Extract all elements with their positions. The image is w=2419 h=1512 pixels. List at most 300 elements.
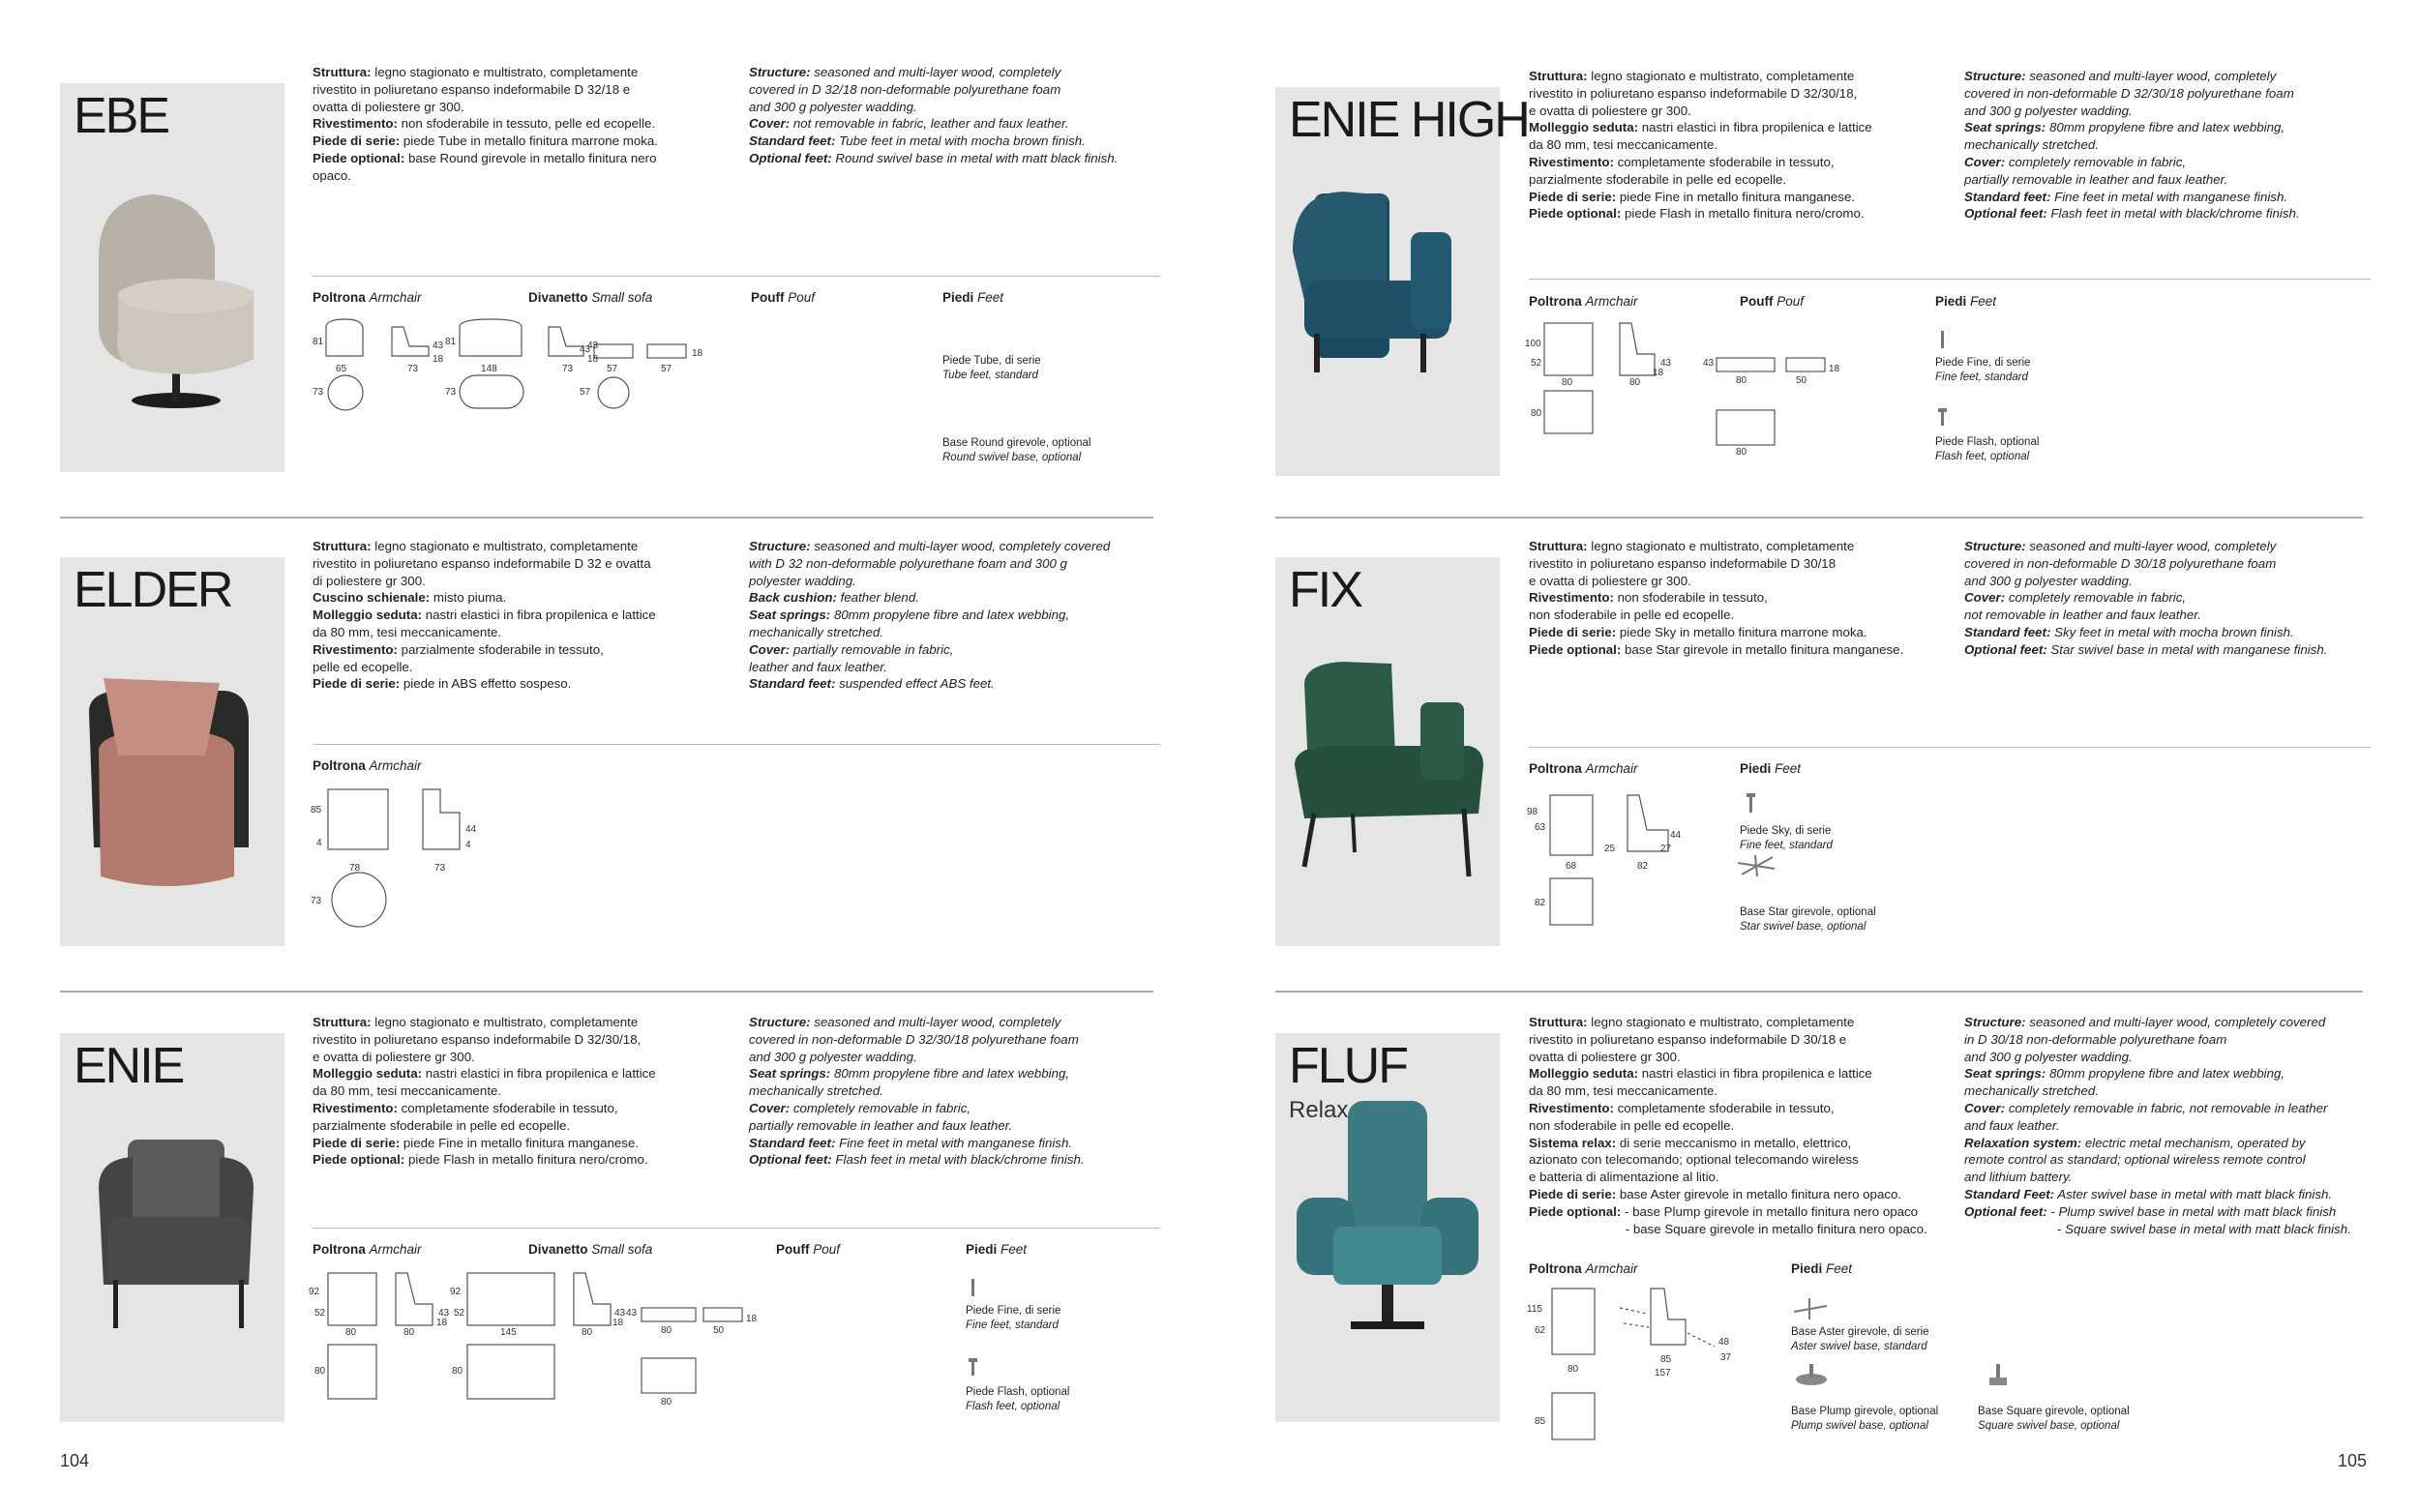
- svg-text:78: 78: [349, 863, 361, 874]
- description-line: [749, 641, 1175, 659]
- description-text: Star swivel base in metal with manganese finish.: [2046, 641, 2328, 657]
- description-text: e ovatta di poliestere gr 300.: [1529, 573, 1691, 588]
- svg-text:37: 37: [1720, 1352, 1732, 1363]
- description-line: [749, 115, 1175, 133]
- description-line: [749, 589, 1175, 607]
- description-text: piede Fine in metallo finitura manganese.: [400, 1135, 640, 1150]
- description-text: pelle ed ecopelle.: [313, 659, 413, 674]
- description-term: Structure:: [1964, 69, 2026, 83]
- description-term: Rivestimento:: [313, 1100, 398, 1115]
- description-text: completely removable in fabric, not removable in leather: [2005, 1100, 2328, 1115]
- description-line: [749, 1100, 1175, 1117]
- description-text: covered in non-deformable D 32/30/18 polyurethane foam: [1964, 85, 2294, 101]
- svg-text:43: 43: [614, 1308, 626, 1319]
- description-line: [313, 555, 719, 573]
- description-text: mechanically stretched.: [1964, 1083, 2099, 1099]
- svg-text:18: 18: [587, 354, 599, 365]
- description-text: piede in ABS effetto sospeso.: [400, 676, 572, 692]
- description-term: Rivestimento:: [313, 116, 398, 132]
- description-text: and 300 g polyester wadding.: [1964, 103, 2133, 118]
- description-line: [749, 675, 1175, 693]
- svg-text:81: 81: [313, 337, 324, 347]
- description-line: [1529, 1117, 1935, 1135]
- description-text: with D 32 non-deformable polyurethane foam and 300 g: [749, 555, 1067, 571]
- label-feet: Piedi Feet: [1935, 294, 1997, 309]
- description-term: Optional feet:: [749, 150, 832, 165]
- svg-text:145: 145: [500, 1327, 517, 1338]
- product-fluf: [1275, 1014, 2378, 1467]
- foot-note-standard: Piede Sky, di serie Fine feet, standard: [1740, 825, 1833, 851]
- svg-text:80: 80: [1562, 377, 1573, 388]
- description-line: [749, 1135, 1175, 1152]
- description-line: [1964, 1031, 2390, 1049]
- description-line: [1964, 1221, 2390, 1238]
- description-text: partially removable in fabric,: [790, 641, 954, 657]
- description-text: Fine feet in metal with manganese finish.: [835, 1135, 1073, 1150]
- description-text: ovatta di poliestere gr 300.: [1529, 1049, 1681, 1064]
- description-line: [749, 538, 1175, 555]
- description-line: [313, 641, 719, 659]
- description-line: [1964, 1100, 2390, 1117]
- description-text: polyester wadding.: [749, 573, 856, 588]
- description-text: and 300 g polyester wadding.: [1964, 573, 2133, 588]
- description-line: [749, 1031, 1175, 1049]
- svg-text:52: 52: [314, 1308, 326, 1319]
- svg-text:73: 73: [434, 863, 446, 874]
- description-term: Standard feet:: [1964, 189, 2051, 204]
- description-text: completamente sfoderabile in tessuto,: [1613, 1100, 1835, 1115]
- description-line: [313, 573, 719, 590]
- description-text: seasoned and multi-layer wood, completely: [810, 65, 1061, 79]
- description-line: [1529, 1151, 1935, 1169]
- description-text: legno stagionato e multistrato, completamente: [371, 539, 639, 553]
- description-text: and 300 g polyester wadding.: [1964, 1049, 2133, 1064]
- description-term: Piede di serie:: [313, 133, 401, 149]
- description-line: [313, 1117, 719, 1135]
- svg-text:85: 85: [1660, 1354, 1672, 1365]
- svg-text:80: 80: [452, 1366, 463, 1377]
- description-line: [313, 115, 719, 133]
- description-text: and 300 g polyester wadding.: [749, 99, 917, 114]
- description-text: 80mm propylene fibre and latex webbing,: [830, 608, 1070, 623]
- label-small-sofa: Divanetto Small sofa: [528, 1242, 653, 1257]
- description-text: opaco.: [313, 167, 351, 183]
- section-divider: [1275, 517, 2363, 519]
- svg-text:18: 18: [1829, 364, 1840, 374]
- description-text: and faux leather.: [1964, 1117, 2060, 1133]
- english-description: [749, 538, 1175, 693]
- description-line: [1964, 1049, 2390, 1066]
- description-term: Piede optional:: [1529, 641, 1622, 657]
- label-feet: Piedi Feet: [942, 290, 1004, 305]
- foot-note-optional: Piede Flash, optional Flash feet, optional: [1935, 436, 2040, 462]
- description-text: parzialmente sfoderabile in pelle ed ecopelle.: [1529, 171, 1787, 187]
- description-line: [1529, 85, 1935, 103]
- description-line: [1964, 205, 2390, 222]
- description-line: [749, 659, 1175, 676]
- section-divider: [1275, 991, 2363, 993]
- label-pouf: Pouff Pouf: [1740, 294, 1805, 309]
- description-line: [1964, 538, 2390, 555]
- description-text: Aster swivel base in metal with matt black finish.: [2054, 1186, 2333, 1201]
- description-text: Flash feet in metal with black/chrome finish.: [2046, 206, 2300, 222]
- description-term: Seat springs:: [1964, 1066, 2046, 1082]
- description-text: piede Sky in metallo finitura marrone moka.: [1616, 624, 1867, 639]
- description-line: [749, 573, 1175, 590]
- description-line: [1529, 189, 1935, 206]
- description-text: legno stagionato e multistrato, completamente: [1587, 539, 1855, 553]
- description-line: [1529, 1049, 1935, 1066]
- description-line: [1529, 538, 1935, 555]
- description-line: [749, 1082, 1175, 1100]
- description-line: [1529, 1203, 1935, 1221]
- description-text: piede Fine in metallo finitura manganese.: [1616, 189, 1856, 204]
- description-text: covered in non-deformable D 32/30/18 polyurethane foam: [749, 1031, 1079, 1047]
- description-text: completamente sfoderabile in tessuto,: [397, 1100, 618, 1115]
- description-term: Struttura:: [313, 1015, 372, 1029]
- description-text: e ovatta di poliestere gr 300.: [1529, 103, 1691, 118]
- description-line: [313, 64, 719, 81]
- description-line: [313, 1065, 719, 1082]
- product-enie-high: [1275, 64, 2378, 517]
- description-term: Optional feet:: [1964, 1203, 2047, 1219]
- svg-text:73: 73: [445, 387, 457, 398]
- italian-description: [313, 538, 719, 693]
- description-line: [313, 1082, 719, 1100]
- description-line: [1529, 154, 1935, 171]
- fluf-technical-drawings: [1523, 1285, 1755, 1449]
- foot-note-standard: Base Aster girevole, di serie Aster swivel base, standard: [1791, 1326, 1929, 1352]
- english-description: [749, 1014, 1175, 1169]
- svg-text:92: 92: [450, 1287, 462, 1297]
- description-text: Tube feet in metal with mocha brown finish.: [835, 133, 1086, 149]
- description-term: Piede di serie:: [1529, 1186, 1617, 1201]
- svg-text:80: 80: [1568, 1364, 1579, 1375]
- svg-text:85: 85: [311, 805, 322, 815]
- description-text: covered in non-deformable D 30/18 polyurethane foam: [1964, 555, 2277, 571]
- description-term: Optional feet:: [1964, 206, 2047, 222]
- description-text: seasoned and multi-layer wood, completely: [2025, 69, 2277, 83]
- description-text: - Square swivel base in metal with matt black finish.: [1964, 1221, 2351, 1236]
- description-text: seasoned and multi-layer wood, completely: [2025, 539, 2277, 553]
- description-term: Standard feet:: [749, 1135, 836, 1150]
- description-text: piede Flash in metallo finitura nero/cromo.: [1621, 206, 1865, 222]
- description-text: partially removable in leather and faux leather.: [749, 1117, 1013, 1133]
- description-line: [1964, 1135, 2390, 1152]
- description-line: [1964, 1082, 2390, 1100]
- description-line: [1964, 171, 2390, 189]
- description-term: Relaxation system:: [1964, 1135, 2082, 1150]
- svg-text:18: 18: [1653, 368, 1664, 378]
- description-term: Cuscino schienale:: [313, 590, 431, 606]
- description-text: and 300 g polyester wadding.: [749, 1049, 917, 1064]
- svg-text:50: 50: [713, 1325, 725, 1336]
- description-text: non sfoderabile in pelle ed ecopelle.: [1529, 608, 1735, 623]
- description-line: [313, 1100, 719, 1117]
- description-term: Cover:: [1964, 154, 2006, 169]
- description-text: parzialmente sfoderabile in pelle ed ecopelle.: [313, 1117, 571, 1133]
- description-text: suspended effect ABS feet.: [835, 676, 995, 692]
- description-line: [1529, 1031, 1935, 1049]
- product-elder: [60, 538, 1163, 991]
- description-term: Struttura:: [1529, 1015, 1588, 1029]
- description-line: [1964, 641, 2390, 659]
- description-line: [749, 99, 1175, 116]
- svg-text:80: 80: [582, 1327, 593, 1338]
- description-term: Optional feet:: [1964, 641, 2047, 657]
- description-line: [1964, 85, 2390, 103]
- svg-text:115: 115: [1527, 1304, 1542, 1315]
- description-term: Structure:: [749, 539, 811, 553]
- description-line: [1529, 205, 1935, 222]
- description-line: [1964, 1117, 2390, 1135]
- description-term: Cover:: [749, 1100, 791, 1115]
- description-text: base Star girevole in metallo finitura manganese.: [1621, 641, 1904, 657]
- description-term: Cover:: [749, 641, 791, 657]
- svg-text:18: 18: [436, 1318, 448, 1328]
- svg-text:4: 4: [465, 840, 471, 850]
- description-text: di poliestere gr 300.: [313, 573, 426, 588]
- description-term: Piede di serie:: [313, 676, 401, 692]
- description-line: [1964, 68, 2390, 85]
- svg-text:18: 18: [612, 1318, 624, 1328]
- description-line: [749, 133, 1175, 150]
- description-term: Cover:: [1964, 1100, 2006, 1115]
- description-text: legno stagionato e multistrato, completamente: [371, 1015, 639, 1029]
- svg-text:48: 48: [1718, 1337, 1730, 1348]
- description-line: [313, 607, 719, 624]
- description-line: [1964, 1169, 2390, 1186]
- description-text: completely removable in fabric,: [2005, 154, 2187, 169]
- label-feet: Piedi Feet: [1791, 1261, 1853, 1276]
- svg-text:18: 18: [692, 348, 703, 359]
- svg-text:92: 92: [309, 1287, 320, 1297]
- description-line: [749, 1065, 1175, 1082]
- description-text: non sfoderabile in tessuto,: [1613, 590, 1768, 606]
- svg-text:81: 81: [445, 337, 457, 347]
- description-text: seasoned and multi-layer wood, completely covered: [810, 539, 1111, 553]
- svg-text:4: 4: [316, 838, 322, 848]
- description-text: rivestito in poliuretano espanso indeformabile D 32/30/18,: [1529, 85, 1858, 101]
- product-ebe: [60, 64, 1163, 517]
- svg-text:80: 80: [661, 1397, 672, 1408]
- description-text: rivestito in poliuretano espanso indeformabile D 30/18 e: [1529, 1031, 1847, 1047]
- italian-description: [313, 64, 719, 185]
- description-text: nastri elastici in fibra propilenica e lattice: [1638, 120, 1872, 135]
- foot-note-optional: Base Star girevole, optional Star swivel base, optional: [1740, 906, 1876, 933]
- description-text: mechanically stretched.: [1964, 137, 2099, 153]
- description-text: 80mm propylene fibre and latex webbing,: [830, 1066, 1070, 1082]
- description-line: [1964, 119, 2390, 136]
- description-line: [749, 624, 1175, 641]
- description-term: Sistema relax:: [1529, 1135, 1617, 1150]
- description-line: [1964, 189, 2390, 206]
- description-line: [313, 624, 719, 641]
- english-description: [1964, 538, 2390, 659]
- description-term: Struttura:: [1529, 69, 1588, 83]
- description-line: [1964, 103, 2390, 120]
- description-text: Sky feet in metal with mocha brown finish.: [2050, 624, 2294, 639]
- svg-text:57: 57: [661, 364, 672, 374]
- description-line: [313, 589, 719, 607]
- description-text: covered in D 32/18 non-deformable polyurethane foam: [749, 81, 1061, 97]
- description-line: [1529, 1014, 1935, 1031]
- enie-technical-drawings: [307, 1267, 965, 1432]
- description-text: base Round girevole in metallo finitura nero: [404, 150, 657, 165]
- description-line: [313, 1135, 719, 1152]
- svg-text:62: 62: [1535, 1325, 1546, 1336]
- product-title: FLUF: [1289, 1038, 1407, 1094]
- product-title: ENIE HIGH: [1289, 92, 1529, 148]
- description-term: Piede optional:: [1529, 206, 1622, 222]
- description-text: legno stagionato e multistrato, completamente: [1587, 69, 1855, 83]
- divider: [1529, 279, 2371, 280]
- description-line: [749, 64, 1175, 81]
- product-fix: [1275, 538, 2378, 991]
- svg-text:43: 43: [587, 341, 599, 351]
- description-text: 80mm propylene fibre and latex webbing,: [2046, 1066, 2285, 1082]
- label-armchair: Poltrona Armchair: [1529, 1261, 1638, 1276]
- description-term: Piede optional:: [313, 1152, 405, 1168]
- foot-note-optional: Base Round girevole, optional Round swivel base, optional: [942, 437, 1091, 463]
- description-line: [749, 81, 1175, 99]
- italian-description: [313, 1014, 719, 1169]
- description-term: Standard feet:: [749, 676, 836, 692]
- description-term: Structure:: [1964, 539, 2026, 553]
- foot-note-standard: Piede Tube, di serie Tube feet, standard: [942, 355, 1041, 381]
- description-text: da 80 mm, tesi meccanicamente.: [1529, 137, 1718, 153]
- svg-text:80: 80: [403, 1327, 415, 1338]
- english-description: [749, 64, 1175, 167]
- svg-text:98: 98: [1527, 807, 1538, 817]
- enie-feet-icons: [966, 1275, 985, 1391]
- description-line: [1529, 1169, 1935, 1186]
- description-line: [313, 1151, 719, 1169]
- description-term: Seat springs:: [749, 608, 831, 623]
- description-term: Structure:: [749, 65, 811, 79]
- description-line: [313, 659, 719, 676]
- description-term: Cover:: [1964, 590, 2006, 606]
- description-term: Struttura:: [313, 65, 372, 79]
- description-line: [1529, 1135, 1935, 1152]
- description-line: [749, 150, 1175, 167]
- description-term: Standard feet:: [749, 133, 836, 149]
- svg-text:80: 80: [1629, 377, 1641, 388]
- description-text: leather and faux leather.: [749, 659, 887, 674]
- svg-text:18: 18: [746, 1314, 758, 1324]
- description-line: [1529, 641, 1935, 659]
- description-term: Seat springs:: [749, 1066, 831, 1082]
- divider: [313, 276, 1160, 277]
- description-text: da 80 mm, tesi meccanicamente.: [1529, 1083, 1718, 1099]
- product-title: ENIE: [74, 1038, 184, 1094]
- fix-technical-drawings: [1523, 787, 1717, 952]
- svg-text:43: 43: [580, 344, 591, 355]
- description-line: [1529, 119, 1935, 136]
- description-text: not removable in leather and faux leather.: [1964, 608, 2201, 623]
- description-line: [1964, 154, 2390, 171]
- description-term: Piede di serie:: [313, 1135, 401, 1150]
- svg-text:43: 43: [433, 341, 444, 351]
- italian-description: [1529, 538, 1935, 659]
- svg-text:57: 57: [607, 364, 618, 374]
- description-text: - base Square girevole in metallo finitura nero opaco.: [1529, 1221, 1927, 1236]
- description-term: Molleggio seduta:: [313, 1066, 423, 1082]
- description-line: [1964, 1065, 2390, 1082]
- svg-text:80: 80: [314, 1366, 326, 1377]
- italian-description: [1529, 68, 1935, 222]
- description-line: [313, 675, 719, 693]
- description-text: electric metal mechanism, operated by: [2081, 1135, 2306, 1150]
- description-text: - base Plump girevole in metallo finitura nero opaco: [1621, 1203, 1919, 1219]
- svg-text:44: 44: [465, 824, 477, 835]
- description-line: [1964, 1151, 2390, 1169]
- description-text: rivestito in poliuretano espanso indeformabile D 32 e ovatta: [313, 555, 651, 571]
- svg-text:100: 100: [1525, 339, 1541, 349]
- svg-text:80: 80: [1531, 408, 1542, 419]
- italian-description: [1529, 1014, 1935, 1237]
- description-line: [1529, 573, 1935, 590]
- label-armchair: Poltrona Armchair: [1529, 294, 1638, 309]
- description-line: [749, 555, 1175, 573]
- svg-text:73: 73: [313, 387, 324, 398]
- description-line: [1529, 1100, 1935, 1117]
- english-description: [1964, 68, 2390, 222]
- svg-text:68: 68: [1566, 861, 1577, 872]
- svg-text:18: 18: [433, 354, 444, 365]
- description-line: [313, 167, 719, 185]
- description-text: mechanically stretched.: [749, 624, 883, 639]
- page-number-right: 105: [2338, 1451, 2368, 1470]
- svg-text:52: 52: [1531, 358, 1542, 369]
- description-term: Rivestimento:: [313, 641, 398, 657]
- description-line: [1529, 171, 1935, 189]
- description-text: misto piuma.: [430, 590, 507, 606]
- description-text: seasoned and multi-layer wood, completely covered: [2025, 1015, 2326, 1029]
- svg-text:50: 50: [1796, 375, 1807, 386]
- svg-text:63: 63: [1535, 822, 1546, 833]
- label-armchair: Poltrona Armchair: [313, 290, 422, 305]
- foot-note-standard: Piede Fine, di serie Fine feet, standard: [1935, 357, 2031, 383]
- description-line: [1964, 1014, 2390, 1031]
- description-line: [1529, 68, 1935, 85]
- description-line: [1964, 573, 2390, 590]
- svg-text:43: 43: [626, 1308, 638, 1319]
- divider: [1529, 747, 2371, 748]
- description-term: Rivestimento:: [1529, 1100, 1614, 1115]
- svg-text:82: 82: [1535, 898, 1546, 908]
- description-line: [1964, 589, 2390, 607]
- foot-note-optional: Piede Flash, optional Flash feet, optional: [966, 1386, 1070, 1412]
- description-line: [1964, 1186, 2390, 1203]
- description-term: Molleggio seduta:: [1529, 120, 1639, 135]
- enie-high-feet-icons: [1935, 327, 1955, 443]
- description-line: [749, 1151, 1175, 1169]
- ebe-technical-drawings: [307, 317, 926, 453]
- description-line: [1529, 1221, 1935, 1238]
- svg-text:65: 65: [336, 364, 347, 374]
- description-line: [1529, 136, 1935, 154]
- description-line: [749, 1014, 1175, 1031]
- description-line: [1529, 607, 1935, 624]
- description-term: Structure:: [749, 1015, 811, 1029]
- description-line: [1529, 1186, 1935, 1203]
- description-term: Standard feet:: [1964, 624, 2051, 639]
- description-text: rivestito in poliuretano espanso indeformabile D 32/18 e: [313, 81, 631, 97]
- svg-text:25: 25: [1604, 844, 1616, 854]
- english-description: [1964, 1014, 2390, 1237]
- description-term: Optional feet:: [749, 1152, 832, 1168]
